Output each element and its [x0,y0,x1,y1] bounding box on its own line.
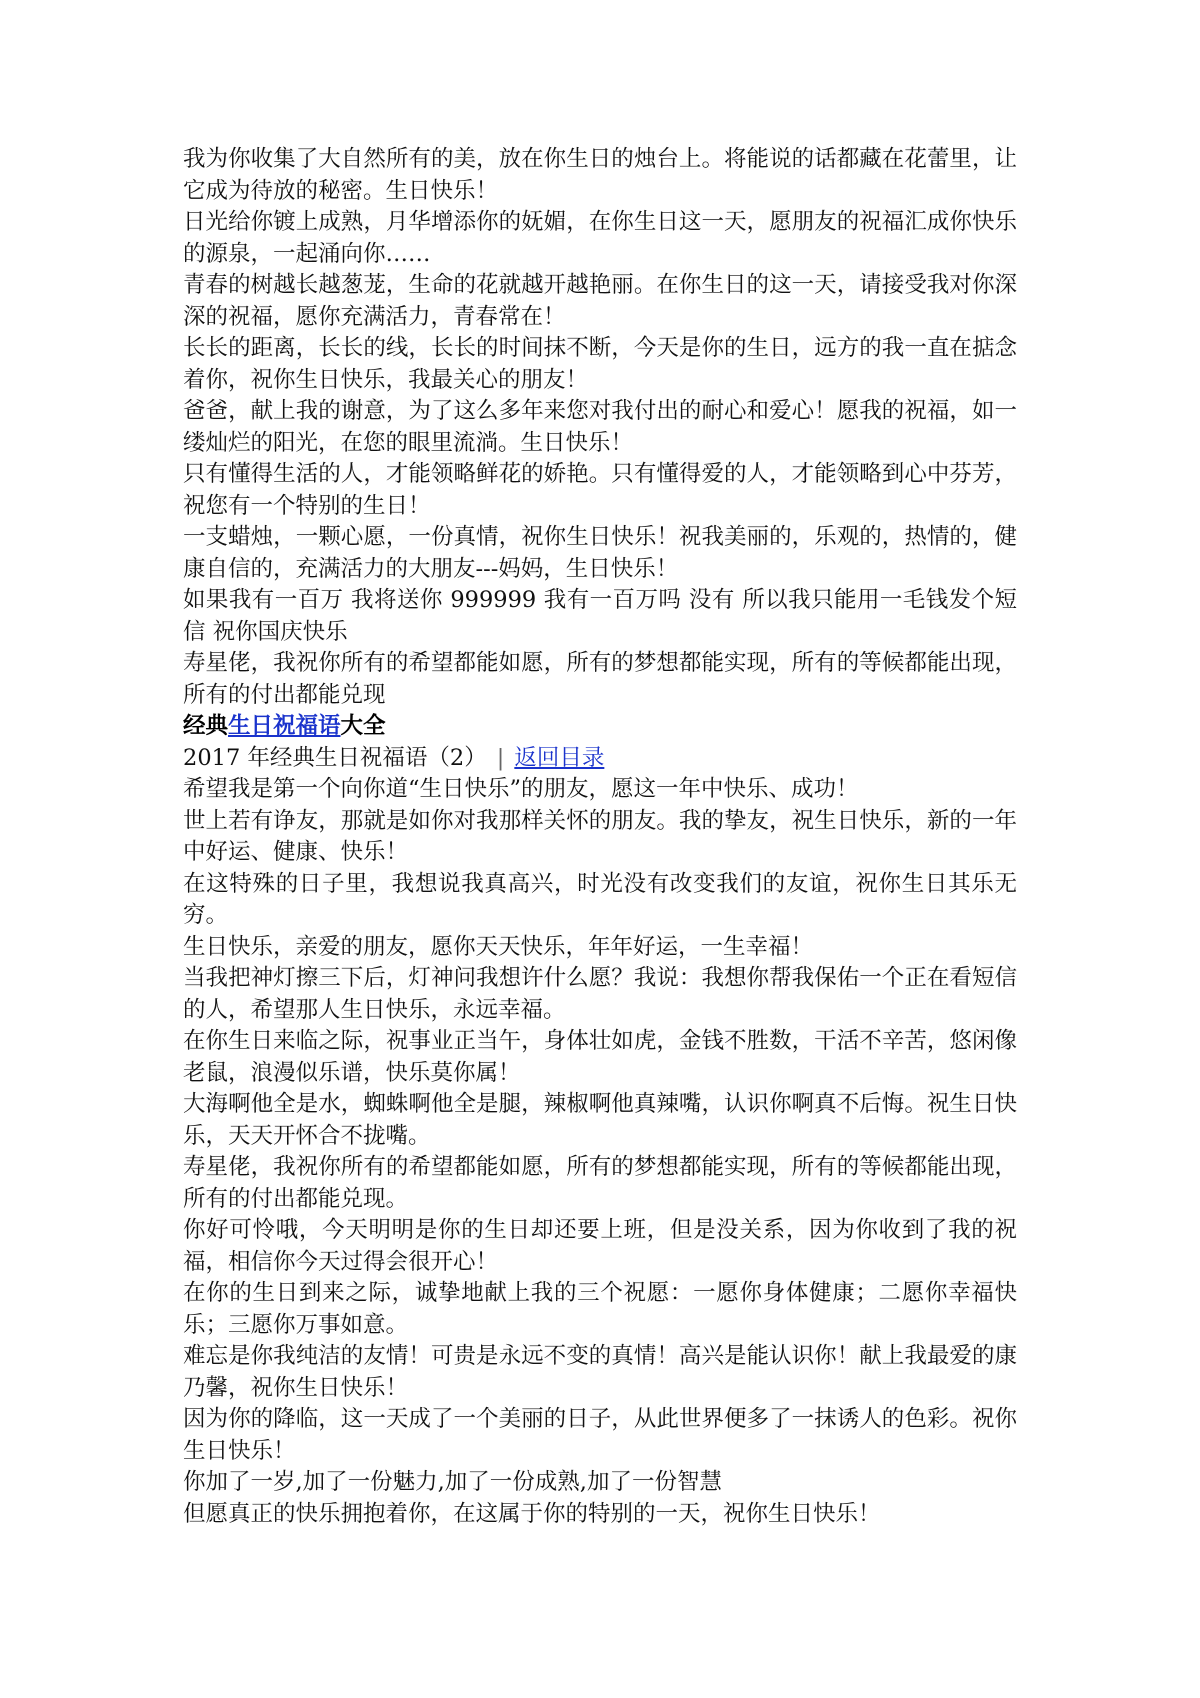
paragraph: 在这特殊的日子里，我想说我真高兴，时光没有改变我们的友谊，祝你生日其乐无穷。 [183,870,1017,928]
subheading [183,743,1017,775]
paragraph: 你好可怜哦，今天明明是你的生日却还要上班，但是没关系，因为你收到了我的祝福，相信你今天过得会很开心！ [183,1217,1017,1275]
subheading-title: 2017 年经典生日祝福语（2） [183,744,487,771]
paragraph: 但愿真正的快乐拥抱着你，在这属于你的特别的一天，祝你生日快乐！ [183,1500,881,1527]
paragraph: 一支蜡烛，一颗心愿，一份真情，祝你生日快乐！祝我美丽的，乐观的，热情的，健康自信的，充满活力的大朋友---妈妈，生日快乐！ [183,524,1017,582]
heading-prefix: 经典 [183,713,229,739]
section-2 [183,774,1017,1530]
paragraph: 当我把神灯擦三下后，灯神问我想许什么愿？我说：我想你帮我保佑一个正在看短信的人，希望那人生日快乐，永远幸福。 [183,965,1017,1023]
paragraph: 世上若有诤友，那就是如你对我那样关怀的朋友。我的挚友，祝生日快乐，新的一年中好运、健康、快乐！ [183,807,1017,865]
paragraph: 日光给你镀上成熟，月华增添你的妩媚，在你生日这一天，愿朋友的祝福汇成你快乐的源泉，一起涌向你…… [183,209,1017,267]
paragraph: 在你的生日到来之际，诚挚地献上我的三个祝愿：一愿你身体健康；二愿你幸福快乐；三愿你万事如意。 [183,1280,1017,1338]
paragraph: 青春的树越长越葱茏，生命的花就越开越艳丽。在你生日的这一天，请接受我对你深深的祝福，愿你充满活力，青春常在！ [183,272,1017,330]
paragraph: 长长的距离，长长的线，长长的时间抹不断，今天是你的生日，远方的我一直在掂念着你，祝你生日快乐，我最关心的朋友！ [183,335,1017,393]
paragraph: 你加了一岁,加了一份魅力,加了一份成熟,加了一份智慧 [183,1469,722,1495]
paragraph: 只有懂得生活的人，才能领略鲜花的娇艳。只有懂得爱的人，才能领略到心中芬芳，祝您有一个特别的生日！ [183,461,1017,519]
paragraph: 因为你的降临，这一天成了一个美丽的日子，从此世界便多了一抹诱人的色彩。祝你生日快乐！ [183,1406,1017,1464]
section-1 [183,144,1017,711]
document-page [183,144,1017,1530]
back-to-toc-link[interactable]: 返回目录 [514,744,605,771]
paragraph: 寿星佬，我祝你所有的希望都能如愿，所有的梦想都能实现，所有的等候都能出现，所有的付出都能兑现。 [183,1154,1017,1212]
section-heading [183,711,1017,743]
paragraph: 爸爸，献上我的谢意，为了这么多年来您对我付出的耐心和爱心！愿我的祝福，如一缕灿烂的阳光，在您的眼里流淌。生日快乐！ [183,398,1017,456]
paragraph: 希望我是第一个向你道“生日快乐”的朋友，愿这一年中快乐、成功！ [183,776,859,802]
paragraph: 在你生日来临之际，祝事业正当午，身体壮如虎，金钱不胜数，干活不辛苦，悠闲像老鼠，浪漫似乐谱，快乐莫你属！ [183,1028,1017,1086]
heading-link[interactable]: 生日祝福语 [228,713,341,739]
paragraph: 难忘是你我纯洁的友情！可贵是永远不变的真情！高兴是能认识你！献上我最爱的康乃馨，祝你生日快乐！ [183,1343,1017,1401]
paragraph: 如果我有一百万 我将送你 999999 我有一百万吗 没有 所以我只能用一毛钱发个短信 祝你国庆快乐 [183,587,1017,645]
subheading-separator: | [496,744,505,771]
heading-suffix: 大全 [340,713,386,739]
paragraph: 寿星佬，我祝你所有的希望都能如愿，所有的梦想都能实现，所有的等候都能出现，所有的付出都能兑现 [183,650,1017,708]
paragraph: 生日快乐，亲爱的朋友，愿你天天快乐，年年好运，一生幸福！ [183,933,814,960]
paragraph: 大海啊他全是水，蜘蛛啊他全是腿，辣椒啊他真辣嘴，认识你啊真不后悔。祝生日快乐，天天开怀合不拢嘴。 [183,1091,1017,1149]
paragraph: 我为你收集了大自然所有的美，放在你生日的烛台上。将能说的话都藏在花蕾里，让它成为待放的秘密。生日快乐！ [183,146,1017,204]
